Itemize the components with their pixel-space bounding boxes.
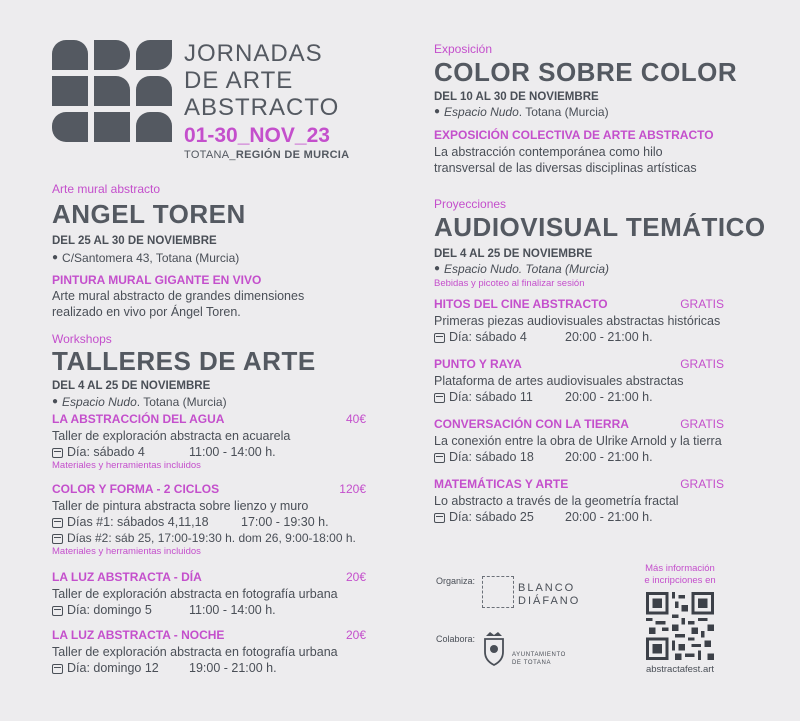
mural-location (52, 251, 392, 265)
workshop-time: 11:00 - 14:00 h. (189, 445, 276, 459)
workshop-description: Taller de exploración abstracta en fotografía urbana (52, 587, 338, 601)
mural-dates: DEL 25 AL 30 DE NOVIEMBRE (52, 235, 217, 247)
ayuntamiento-crest-icon (482, 630, 506, 666)
projections-dates: DEL 4 AL 25 DE NOVIEMBRE (434, 248, 593, 260)
workshop-item[interactable] (52, 482, 370, 560)
projection-name: PUNTO Y RAYA (434, 357, 522, 371)
exhibition-dates: DEL 10 AL 30 DE NOVIEMBRE (434, 91, 599, 103)
calendar-icon (52, 606, 63, 616)
workshop-name: LA LUZ ABSTRACTA - NOCHE (52, 628, 225, 642)
projection-day: Día: sábado 25 (449, 510, 534, 524)
projection-time: 20:00 - 21:00 h. (565, 510, 653, 524)
info-line-2: e incripciones en (644, 575, 716, 586)
projection-description: La conexión entre la obra de Ulrike Arnold y la tierra (434, 434, 722, 448)
exhibition-venue: Espacio Nudo (444, 105, 519, 119)
blanco-diafano-logo (482, 576, 514, 608)
workshop-name: LA ABSTRACCIÓN DEL AGUA (52, 412, 225, 426)
exhibition-location (434, 105, 764, 119)
location-pin-icon: ● (52, 396, 59, 407)
info-line-1: Más información (645, 563, 715, 574)
projection-item[interactable] (434, 477, 724, 527)
ayto-line-1: AYUNTAMIENTO (512, 652, 566, 658)
projection-description: Plataforma de artes audiovisuales abstractas (434, 374, 684, 388)
more-info (630, 563, 730, 587)
abs-logo (52, 40, 172, 150)
location-pin-icon: ● (434, 106, 441, 117)
projection-schedule (434, 450, 724, 465)
qr-code-icon[interactable] (646, 592, 714, 660)
exhibition-title: COLOR SOBRE COLOR (434, 57, 738, 87)
calendar-icon (52, 448, 63, 458)
mural-location-text: C/Santomera 43, Totana (Murcia) (62, 251, 240, 265)
title-line-2: DE ARTE (184, 67, 294, 94)
workshop-note: Materiales y herramientas incluidos (52, 460, 201, 471)
calendar-icon (434, 393, 445, 403)
workshop-day: Día: domingo 5 (67, 603, 152, 617)
projection-name: CONVERSACIÓN CON LA TIERRA (434, 417, 629, 431)
workshop-price: 20€ (345, 628, 366, 642)
organizer-line-2: DIÁFANO (518, 595, 581, 607)
calendar-icon (52, 664, 63, 674)
projection-price: GRATIS (680, 357, 724, 371)
location-pin-icon: ● (434, 263, 441, 274)
workshop-time: 11:00 - 14:00 h. (189, 603, 276, 617)
place-prefix: TOTANA_ (184, 149, 236, 161)
workshop-name: COLOR Y FORMA - 2 CICLOS (52, 482, 220, 496)
workshop-note: Materiales y herramientas incluidos (52, 546, 201, 557)
workshops-section (52, 332, 372, 409)
projections-location-text: Espacio Nudo. Totana (Murcia) (444, 262, 610, 276)
workshop-day: Día: domingo 12 (67, 661, 159, 675)
workshop-schedule (52, 445, 370, 460)
calendar-icon (434, 453, 445, 463)
projection-time: 20:00 - 21:00 h. (565, 450, 653, 464)
workshops-location-rest: . Totana (Murcia) (136, 395, 227, 409)
calendar-icon (434, 333, 445, 343)
mural-subtitle: PINTURA MURAL GIGANTE EN VIVO (52, 273, 262, 287)
calendar-icon (434, 513, 445, 523)
workshop-time: 19:00 - 21:00 h. (189, 661, 277, 675)
projection-day: Día: sábado 18 (449, 450, 534, 464)
workshops-location (52, 395, 372, 409)
ayto-line-2: DE TOTANA (512, 660, 552, 666)
workshop-description: Taller de exploración abstracta en acuarela (52, 429, 291, 443)
mural-category: Arte mural abstracto (52, 182, 161, 196)
projection-time: 20:00 - 21:00 h. (565, 390, 653, 404)
projection-name: HITOS DEL CINE ABSTRACTO (434, 297, 608, 311)
calendar-icon (52, 518, 63, 528)
mural-section (52, 182, 392, 320)
projection-price: GRATIS (680, 297, 724, 311)
location-pin-icon: ● (52, 252, 59, 263)
title-line-1: JORNADAS (184, 40, 323, 67)
workshop-day: Día: sábado 4 (67, 445, 145, 459)
projections-category: Proyecciones (434, 197, 507, 211)
festival-place (184, 149, 349, 162)
projection-schedule (434, 510, 724, 525)
workshop-description: Taller de exploración abstracta en fotografía urbana (52, 645, 338, 659)
mural-description: Arte mural abstracto de grandes dimensiones realizado en vivo por Ángel Toren. (52, 289, 305, 319)
workshop-time: 17:00 - 19:30 h. (241, 515, 329, 529)
exhibition-section (434, 42, 764, 176)
calendar-icon (52, 534, 63, 544)
exhibition-description-2: transversal de las diversas disciplinas artísticas (434, 161, 697, 175)
projections-note: Bebidas y picoteo al finalizar sesión (434, 278, 585, 289)
projections-title: AUDIOVISUAL TEMÁTICO (434, 212, 766, 242)
exhibition-subtitle: EXPOSICIÓN COLECTIVA DE ARTE ABSTRACTO (434, 128, 714, 142)
workshop-schedule (52, 515, 370, 530)
workshops-venue: Espacio Nudo (62, 395, 137, 409)
projection-description: Primeras piezas audiovisuales abstractas históricas (434, 314, 721, 328)
workshop-description: Taller de pintura abstracta sobre lienzo y muro (52, 499, 309, 513)
projection-item[interactable] (434, 417, 724, 467)
organiza-label: Organiza: (436, 576, 476, 586)
projection-name: MATEMÁTICAS Y ARTE (434, 477, 569, 491)
projection-day: Día: sábado 11 (449, 390, 533, 404)
title-line-3: ABSTRACTO (184, 94, 340, 121)
projection-schedule (434, 330, 724, 345)
festival-title (184, 40, 349, 162)
projection-schedule (434, 390, 724, 405)
workshops-title: TALLERES DE ARTE (52, 346, 316, 376)
organizer-name (518, 582, 580, 608)
workshop-item[interactable] (52, 412, 370, 472)
projection-description: Lo abstracto a través de la geometría fractal (434, 494, 679, 508)
exhibition-category: Exposición (434, 42, 493, 56)
projection-price: GRATIS (680, 417, 724, 431)
projection-item[interactable] (434, 297, 724, 347)
organizer-line-1: BLANCO (518, 582, 576, 594)
workshop-day-2: Días #2: sáb 25, 17:00-19:30 h. dom 26, 9:00-18:00 h. (67, 531, 356, 545)
workshop-price: 120€ (339, 482, 366, 496)
workshop-price: 20€ (345, 570, 366, 584)
projection-item[interactable] (434, 357, 724, 407)
projection-day: Día: sábado 4 (449, 330, 527, 344)
exhibition-description-1: La abstracción contemporánea como hilo (434, 145, 663, 159)
workshop-schedule-2 (52, 531, 370, 546)
exhibition-location-rest: . Totana (Murcia) (518, 105, 609, 119)
workshops-dates: DEL 4 AL 25 DE NOVIEMBRE (52, 380, 211, 392)
workshop-item[interactable] (52, 628, 370, 678)
workshop-price: 40€ (345, 412, 366, 426)
workshops-category: Workshops (52, 332, 112, 346)
workshop-day: Días #1: sábados 4,11,18 (67, 515, 209, 529)
workshop-schedule (52, 661, 370, 676)
projections-location (434, 262, 764, 276)
place-region: REGIÓN DE MURCIA (235, 149, 350, 161)
workshop-name: LA LUZ ABSTRACTA - DÍA (52, 570, 202, 584)
ayuntamiento-name (512, 651, 566, 667)
projection-price: GRATIS (680, 477, 724, 491)
colabora-label: Colabora: (436, 634, 476, 644)
festival-dates: 01-30_NOV_23 (184, 124, 330, 147)
website-link[interactable]: abstractafest.art (645, 664, 715, 675)
projection-time: 20:00 - 21:00 h. (565, 330, 653, 344)
mural-title: ANGEL TOREN (52, 199, 246, 229)
projections-section (434, 197, 764, 289)
workshop-schedule (52, 603, 370, 618)
workshop-item[interactable] (52, 570, 370, 620)
